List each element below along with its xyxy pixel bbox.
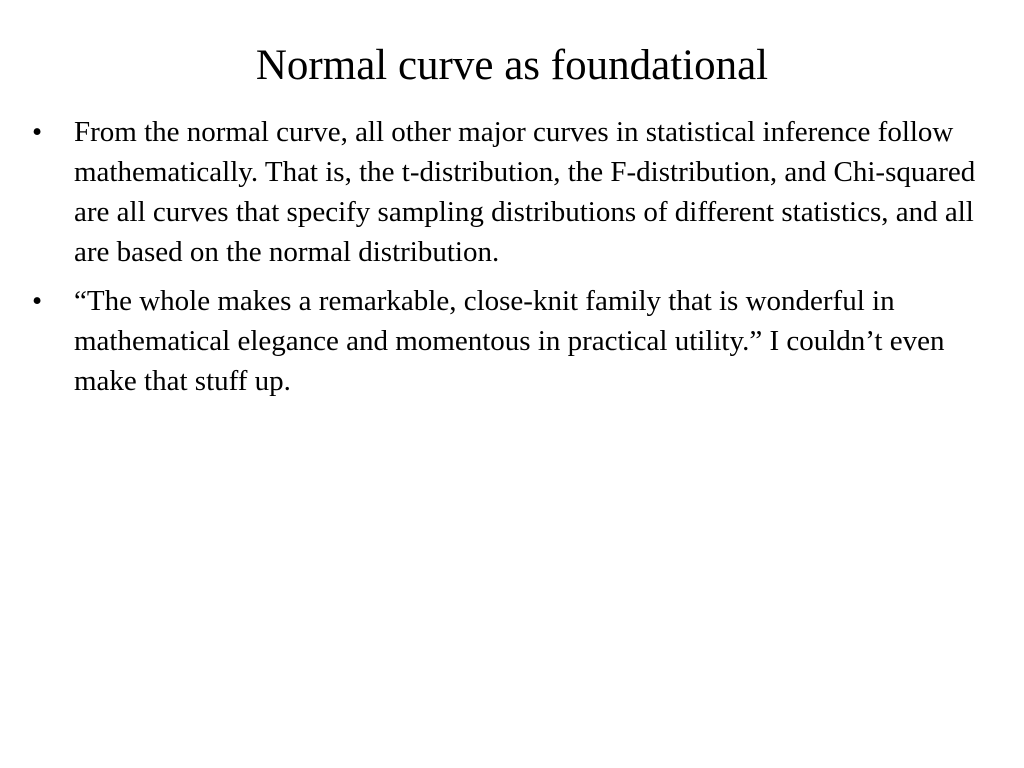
slide-title: Normal curve as foundational xyxy=(255,42,769,89)
bullet-icon: • xyxy=(32,285,43,317)
bullet-text: From the normal curve, all other major curves in statistical inference follow mathematically. That is, the t-distribution, the F-distribution, and Chi-squared are all curves that specify sampling distributions of different statistics, and all are based on the normal distribution. xyxy=(74,116,976,268)
bullet-text: “The whole makes a remarkable, close-knit family that is wonderful in mathematical elegance and momentous in practical utility.” I couldn’t even make that stuff up. xyxy=(74,285,945,397)
bullet-item xyxy=(30,281,990,401)
bullet-item xyxy=(30,112,990,272)
bullet-icon: • xyxy=(32,116,43,148)
bullet-list xyxy=(30,112,990,410)
